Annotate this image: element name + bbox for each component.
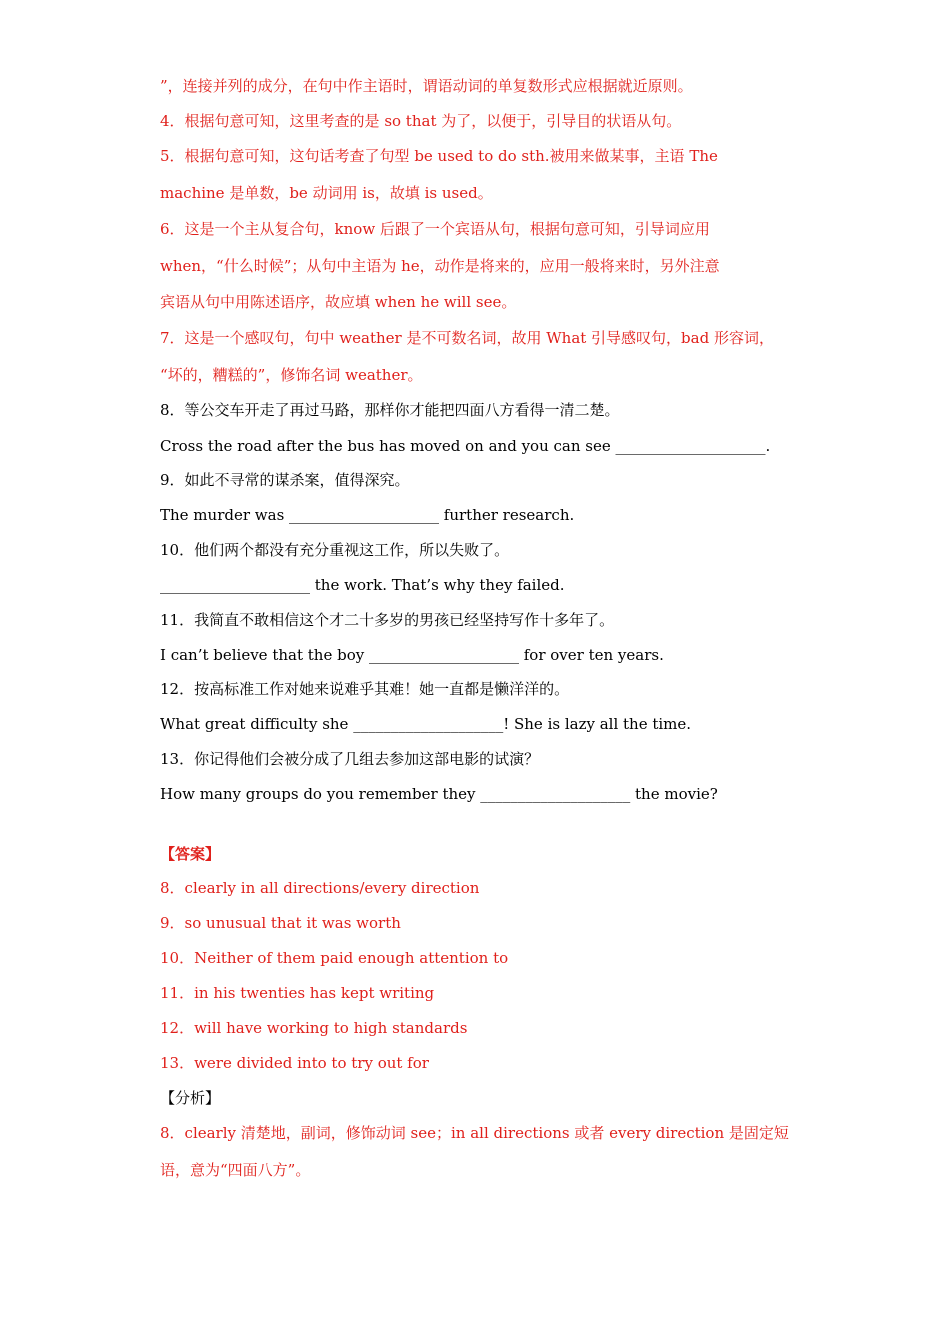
question-prompt: 9．如此不寻常的谋杀案，值得深究。 [160,471,410,489]
analysis-line: 4．根据句意可知，这里考查的是 so that 为了，以便于，引导目的状语从句。 [160,112,682,130]
analysis-line: 8．clearly 清楚地，副词，修饰动词 see；in all directions 或者 every direction 是固定短 [160,1124,789,1142]
question-prompt: 12．按高标准工作对她来说难乎其难！她一直都是懒洋洋的。 [160,680,570,698]
answer-item: 9．so unusual that it was worth [160,914,401,932]
answer-item: 12．will have working to high standards [160,1019,468,1037]
question-prompt: 8．等公交车开走了再过马路，那样你才能把四面八方看得一清二楚。 [160,401,620,419]
question-sentence: How many groups do you remember they ____________________ the movie? [160,785,718,803]
question-prompt: 10．他们两个都没有充分重视这工作，所以失败了。 [160,541,510,559]
question-sentence: ____________________ the work. That’s why they failed. [160,576,565,594]
analysis-line: 7．这是一个感叹句，句中 weather 是不可数名词，故用 What 引导感叹句，bad 形容词， [160,329,774,347]
analysis-line: “坏的，糟糕的”，修饰名词 weather。 [160,366,423,384]
analysis-line: 宾语从句中用陈述语序，故应填 when he will see。 [160,293,517,311]
analysis-heading: 【分析】 [160,1089,221,1107]
analysis-line: 语，意为“四面八方”。 [160,1161,311,1179]
answer-item: 13．were divided into to try out for [160,1054,429,1072]
question-sentence: What great difficulty she ____________________! She is lazy all the time. [160,715,692,733]
answer-heading: 【答案】 [160,845,221,863]
analysis-line: 6．这是一个主从复合句，know 后跟了一个宾语从句，根据句意可知，引导词应用 [160,220,710,238]
analysis-line: when，“什么时候”；从句中主语为 he，动作是将来的，应用一般将来时，另外注意 [160,257,720,275]
answer-item: 8．clearly in all directions/every direction [160,879,480,897]
answer-item: 11．in his twenties has kept writing [160,984,435,1002]
analysis-line: 5．根据句意可知，这句话考查了句型 be used to do sth.被用来做某事，主语 The [160,147,718,165]
question-prompt: 13．你记得他们会被分成了几组去参加这部电影的试演？ [160,750,540,768]
question-sentence: I can’t believe that the boy ____________________ for over ten years. [160,646,664,664]
analysis-line: machine 是单数，be 动词用 is，故填 is used。 [160,184,493,202]
question-prompt: 11．我简直不敢相信这个才二十多岁的男孩已经坚持写作十多年了。 [160,611,615,629]
question-sentence: The murder was ____________________ further research. [160,506,575,524]
question-sentence: Cross the road after the bus has moved on and you can see ____________________. [160,437,771,455]
answer-item: 10．Neither of them paid enough attention to [160,949,509,967]
analysis-line: ”，连接并列的成分，在句中作主语时，谓语动词的单复数形式应根据就近原则。 [160,77,693,95]
